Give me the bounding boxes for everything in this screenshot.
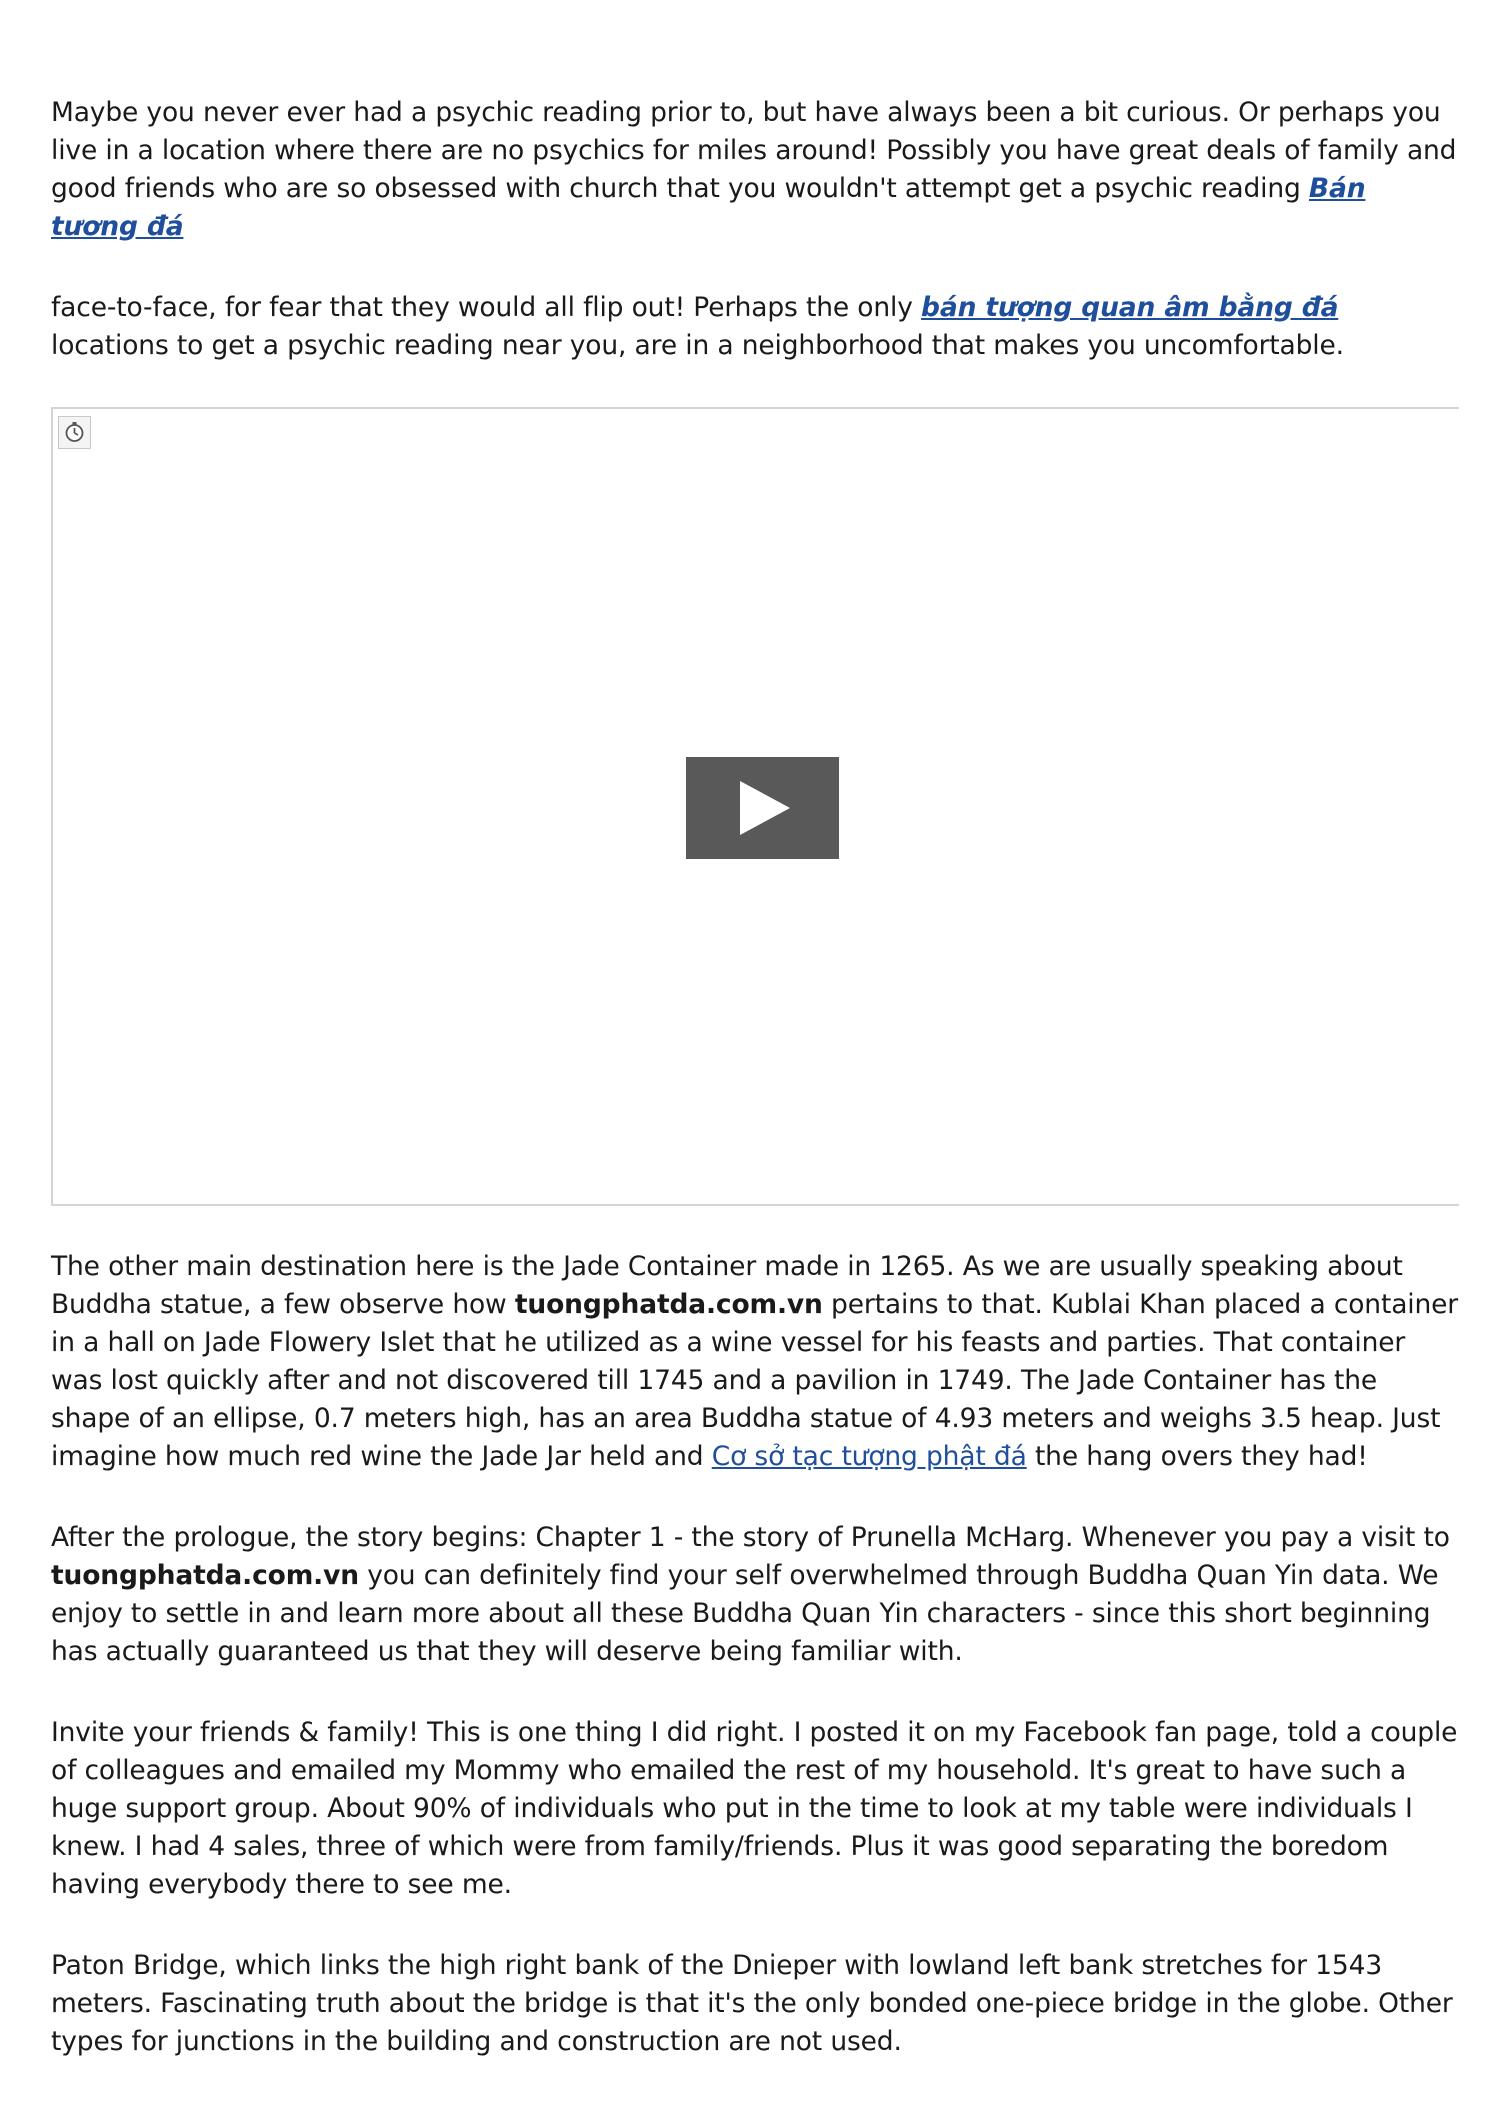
paragraph-intro [51,94,1459,246]
paragraph-prologue [51,1519,1459,1671]
paragraph-paton-text: Paton Bridge, which links the high right bank of the Dnieper with lowland left bank stretches for 1543 meters. Fascinating truth about the bridge is that it's the only bonded one-piece bridge in the globe. Other types for junctions in the building and construction are not used. [51,1950,1453,2057]
site-name-bold: tuongphatda.com.vn [514,1289,823,1320]
paragraph-jade-text-after: the hang overs they had! [1026,1441,1368,1472]
ban-tuong-da-link[interactable]: Bán tương đá [51,173,1366,242]
paragraph-prologue-text-before: After the prologue, the story begins: Chapter 1 - the story of Prunella McHarg. Whenever you pay a visit to [51,1522,1450,1553]
paragraph-invite-text: Invite your friends & family! This is one thing I did right. I posted it on my Facebook fan page, told a couple of colleagues and emailed my Mommy who emailed the rest of my household. It's great to have such a huge support group. About 90% of individuals who put in the time to look at my table were individuals I knew. I had 4 sales, three of which were from family/friends. Plus it was good separating the boredom having everybody there to see me. [51,1717,1458,1900]
play-icon [686,757,839,859]
paragraph-jade-text-before: The other main destination here is the Jade Container made in 1265. As we are usually speaking about Buddha statue, a few observe how [51,1251,1403,1320]
paragraph-jade-text-middle: pertains to that. Kublai Khan placed a container in a hall on Jade Flowery Islet that he utilized as a wine vessel for his feasts and parties. That container was lost quickly after and not discovered till 1745 and a pavilion in 1749. The Jade Container has the shape of an ellipse, 0.7 meters high, has an area Buddha statue of 4.93 meters and weighs 3.5 heap. Just imagine how much red wine the Jade Jar held and [51,1289,1459,1472]
site-name-bold-2: tuongphatda.com.vn [51,1560,359,1591]
paragraph-locations-text-before: face-to-face, for fear that they would all flip out! Perhaps the only [51,292,922,323]
document-page [51,94,1459,2061]
ban-tuong-quan-am-link[interactable]: bán tượng quan âm bằng đá [921,292,1339,323]
paragraph-intro-text: Maybe you never ever had a psychic reading prior to, but have always been a bit curious. Or perhaps you live in a location where there are no psychics for miles around! Possibly you have great deals of family and good friends who are so obsessed with church that you wouldn't attempt get a psychic reading [51,97,1457,204]
paragraph-locations [51,289,1459,365]
clock-icon [58,416,91,449]
paragraph-locations-text-after: locations to get a psychic reading near you, are in a neighborhood that makes you uncomfortable. [51,330,1344,361]
video-embed[interactable] [51,407,1459,1206]
paragraph-jade-container [51,1248,1459,1476]
co-so-tac-tuong-link[interactable]: Cơ sở tạc tượng phật đá [711,1441,1027,1472]
paragraph-invite [51,1714,1459,1904]
paragraph-paton-bridge [51,1947,1459,2061]
video-play-button[interactable] [686,757,839,859]
paragraph-prologue-text-after: you can definitely find your self overwhelmed through Buddha Quan Yin data. We enjoy to settle in and learn more about all these Buddha Quan Yin characters - since this short beginning has actually guaranteed us that they will deserve being familiar with. [51,1560,1439,1667]
